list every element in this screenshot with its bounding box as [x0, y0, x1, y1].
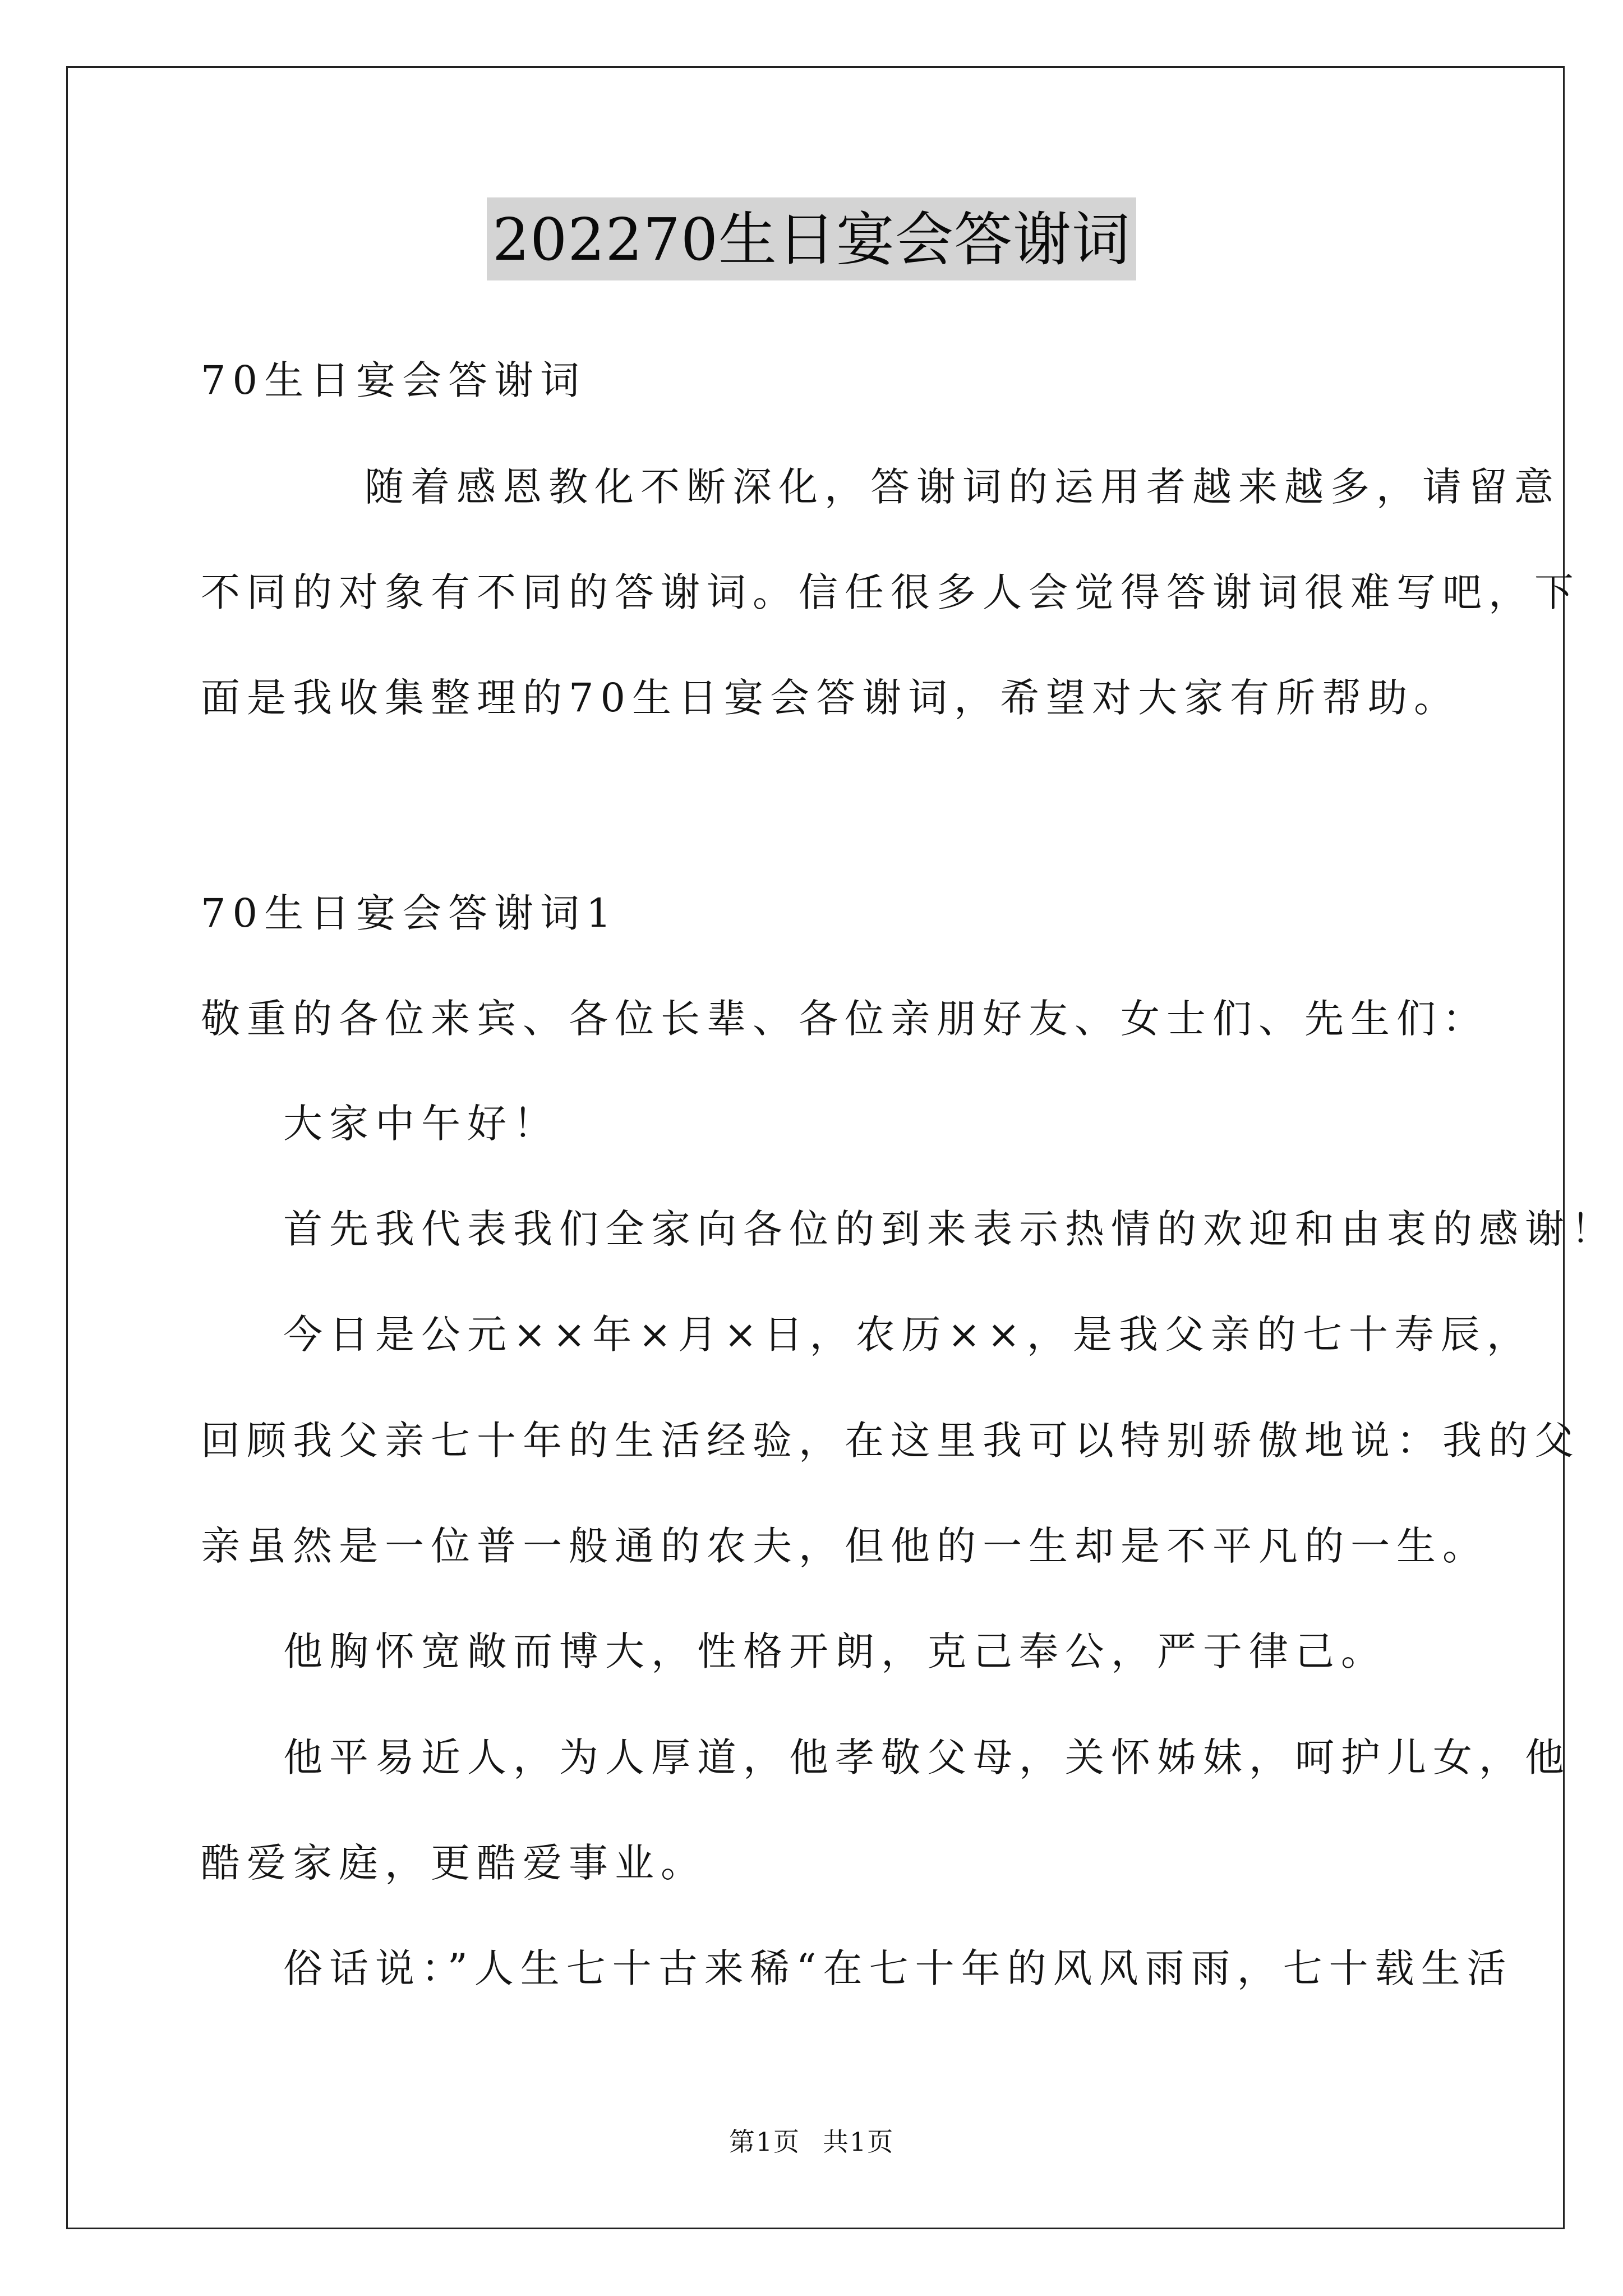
intro-line: 不同的对象有不同的答谢词。信任很多人会觉得答谢词很难写吧，下: [201, 569, 1580, 615]
page-footer: [0, 2125, 1623, 2159]
body-line: 首先我代表我们全家向各位的到来表示热情的欢迎和由衷的感谢！: [283, 1206, 1617, 1252]
document-title: 202270生日宴会答谢词: [487, 197, 1136, 280]
salutation: 敬重的各位来宾、各位长辈、各位亲朋好友、女士们、先生们：: [201, 996, 1488, 1042]
page-number-current: 第1页: [728, 2127, 800, 2157]
body-line: 亲虽然是一位普一般通的农夫，但他的一生却是不平凡的一生。: [201, 1523, 1488, 1569]
greeting: 大家中午好！: [283, 1101, 559, 1147]
body-line: 他平易近人，为人厚道，他孝敬父母，关怀姊妹，呵护儿女，他: [283, 1734, 1571, 1780]
section-heading: 70生日宴会答谢词1: [201, 890, 618, 936]
body-line: 他胸怀宽敞而博大，性格开朗，克己奉公，严于律己。: [283, 1628, 1387, 1674]
body-line: 回顾我父亲七十年的生活经验，在这里我可以特别骄傲地说：我的父: [201, 1418, 1580, 1464]
intro-line: 面是我收集整理的70生日宴会答谢词，希望对大家有所帮助。: [201, 675, 1460, 721]
body-line: 今日是公元××年×月×日，农历××，是我父亲的七十寿辰，: [283, 1312, 1533, 1358]
intro-line: 随着感恩教化不断深化，答谢词的运用者越来越多，请留意: [365, 464, 1560, 510]
page-number-total: 共1页: [823, 2127, 895, 2157]
body-line: 酷爱家庭，更酷爱事业。: [201, 1840, 707, 1886]
body-line: 俗话说：”人生七十古来稀“在七十年的风风雨雨，七十载生活: [283, 1945, 1513, 1991]
title-container: [0, 197, 1623, 280]
subtitle: 70生日宴会答谢词: [201, 357, 587, 403]
